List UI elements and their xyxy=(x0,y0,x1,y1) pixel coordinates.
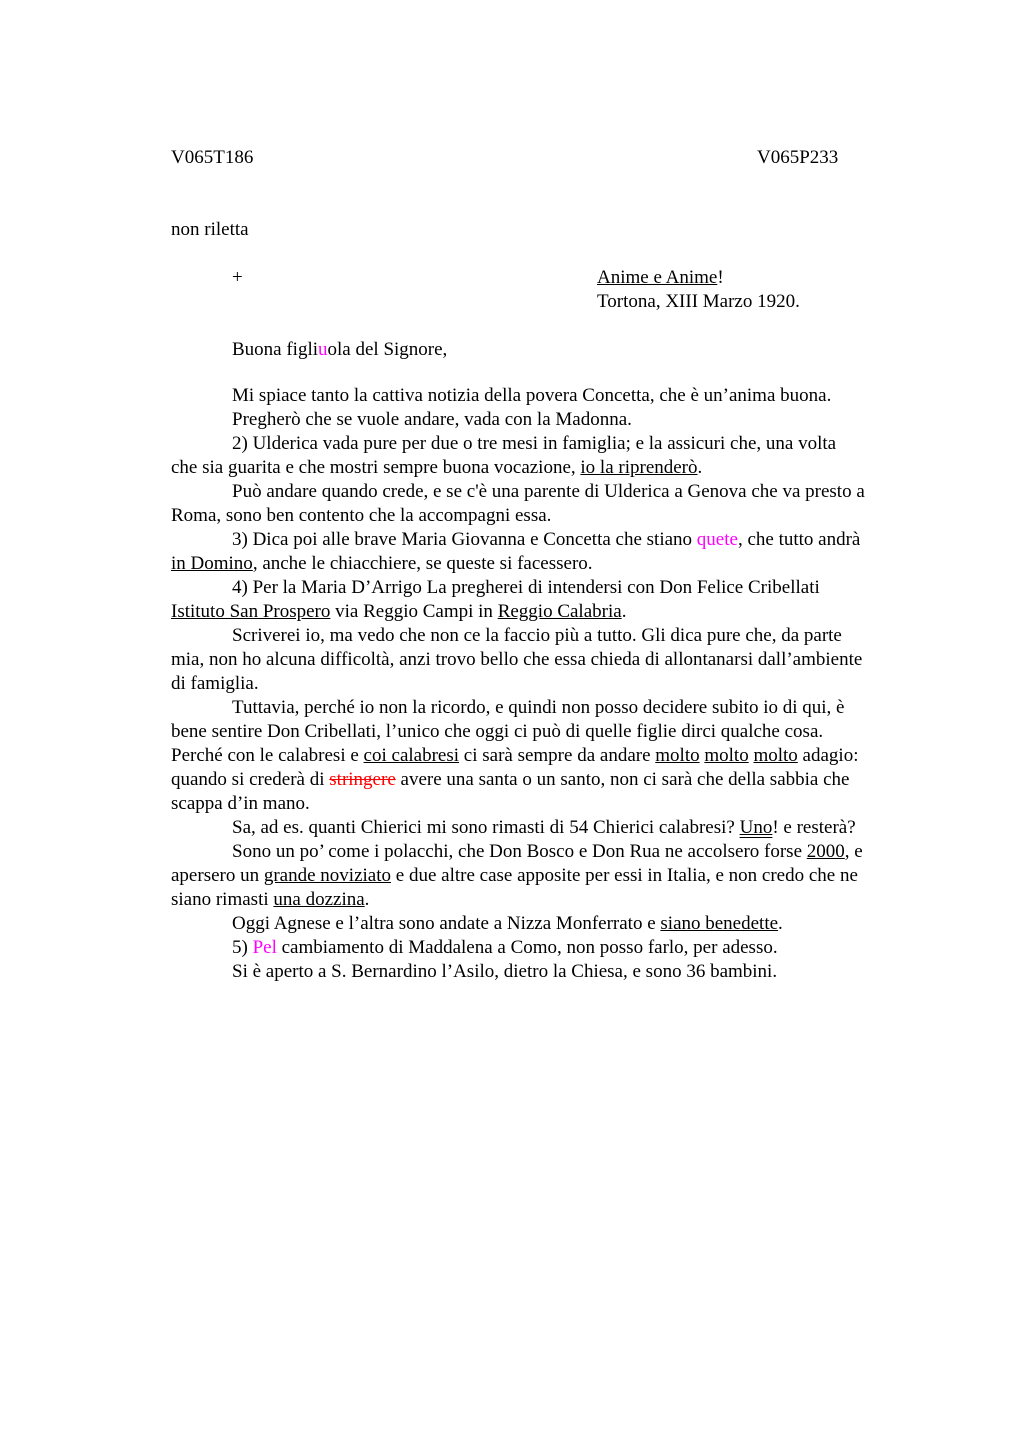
body-line xyxy=(171,456,931,480)
body-line xyxy=(171,816,931,840)
underlined-text: molto xyxy=(753,745,798,766)
underlined-text: molto xyxy=(655,745,700,766)
letter-body xyxy=(171,384,931,984)
cross-mark: + xyxy=(232,267,243,288)
text-run: cambiamento di Maddalena a Como, non posso farlo, per adesso. xyxy=(276,937,778,958)
body-line: Roma, sono ben contento che la accompagni essa. xyxy=(171,505,552,526)
body-line: 4) Per la Maria D’Arrigo La pregherei di intendersi con Don Felice Cribellati xyxy=(232,577,820,598)
text-run: . xyxy=(778,913,783,934)
salutation xyxy=(232,338,447,362)
doc-code-right: V065P233 xyxy=(757,147,839,168)
underlined-text: molto xyxy=(704,745,749,766)
motto-underlined: Anime e Anime xyxy=(597,267,718,288)
text-run: , e xyxy=(844,841,863,862)
underlined-text: Istituto San Prospero xyxy=(171,601,331,622)
body-line: bene sentire Don Cribellati, l’unico che oggi ci può di quelle figlie dirci qualche cosa. xyxy=(171,721,824,742)
underlined-text: una dozzina xyxy=(273,889,365,910)
body-line xyxy=(171,768,931,792)
body-line xyxy=(171,600,931,624)
body-line xyxy=(171,744,931,768)
body-line xyxy=(171,912,931,936)
review-note: non riletta xyxy=(171,219,249,240)
text-run: che sia guarita e che mostri sempre buona vocazione, xyxy=(171,457,581,478)
body-line xyxy=(171,888,931,912)
text-run: Sa, ad es. quanti Chierici mi sono rimasti di 54 Chierici calabresi? xyxy=(232,817,740,838)
motto xyxy=(597,266,724,290)
deleted-word: stringere xyxy=(329,769,396,790)
place-date: Tortona, XIII Marzo 1920. xyxy=(597,291,800,312)
body-line: Pregherò che se vuole andare, vada con la Madonna. xyxy=(232,409,632,430)
text-run: . xyxy=(364,889,370,910)
body-line: mia, non ho alcuna difficoltà, anzi trovo bello che essa chieda di allontanarsi dall’ambiente xyxy=(171,649,863,670)
salutation-part: ola del Signore, xyxy=(327,339,448,360)
body-line: scappa d’in mano. xyxy=(171,793,310,814)
text-run: via Reggio Campi in xyxy=(330,601,498,622)
text-run: ci sarà sempre da andare xyxy=(459,745,656,766)
body-line xyxy=(171,528,931,552)
text-run: 3) Dica poi alle brave Maria Giovanna e Concetta che stiano xyxy=(232,529,697,550)
body-line: Scriverei io, ma vedo che non ce la faccio più a tutto. Gli dica pure che, da parte xyxy=(232,625,842,646)
body-line: Può andare quando crede, e se c'è una parente di Ulderica a Genova che va presto a xyxy=(232,481,865,502)
underlined-text: Reggio Calabria xyxy=(497,601,622,622)
text-run: avere una santa o un santo, non ci sarà che della sabbia che xyxy=(395,769,850,790)
text-run: apersero un xyxy=(171,865,264,886)
salutation-part: Buona figli xyxy=(232,339,319,360)
salutation-insertion: u xyxy=(318,339,328,360)
double-underlined-text: Uno xyxy=(739,817,773,838)
underlined-text: coi calabresi xyxy=(363,745,460,766)
underlined-text: siano benedette xyxy=(660,913,779,934)
text-run: . xyxy=(697,457,703,478)
text-run: , anche le chiacchiere, se queste si facessero. xyxy=(252,553,593,574)
body-line: Si è aperto a S. Bernardino l’Asilo, dietro la Chiesa, e sono 36 bambini. xyxy=(232,961,778,982)
annotated-word: quete xyxy=(696,529,738,550)
annotated-word: Pel xyxy=(252,937,277,958)
text-run: Sono un po’ come i polacchi, che Don Bosco e Don Rua ne accolsero forse xyxy=(232,841,807,862)
text-run: . xyxy=(621,601,627,622)
body-line xyxy=(171,840,931,864)
underlined-text: grande noviziato xyxy=(263,865,392,886)
underlined-text: io la riprenderò xyxy=(580,457,698,478)
motto-exclamation: ! xyxy=(717,267,724,288)
text-run: siano rimasti xyxy=(171,889,274,910)
text-run: quando si crederà di xyxy=(171,769,330,790)
underlined-text: 2000 xyxy=(806,841,845,862)
body-line xyxy=(171,864,931,888)
body-line xyxy=(171,552,931,576)
body-line: 2) Ulderica vada pure per due o tre mesi in famiglia; e la assicuri che, una volta xyxy=(232,433,837,454)
text-run: 5) xyxy=(232,937,253,958)
body-line: Mi spiace tanto la cattiva notizia della povera Concetta, che è un’anima buona. xyxy=(232,385,832,406)
text-run: e due altre case apposite per essi in Italia, e non credo che ne xyxy=(391,865,858,886)
text-run: ! e resterà? xyxy=(772,817,856,838)
text-run: , che tutto andrà xyxy=(737,529,861,550)
text-run: adagio: xyxy=(797,745,859,766)
text-run: Oggi Agnese e l’altra sono andate a Nizza Monferrato e xyxy=(232,913,661,934)
body-line xyxy=(171,936,931,960)
underlined-text: in Domino xyxy=(171,553,253,574)
body-line: di famiglia. xyxy=(171,673,259,694)
doc-code-left: V065T186 xyxy=(171,147,254,168)
body-line: Tuttavia, perché io non la ricordo, e quindi non posso decidere subito io di qui, è xyxy=(232,697,845,718)
text-run: Perché con le calabresi e xyxy=(171,745,364,766)
